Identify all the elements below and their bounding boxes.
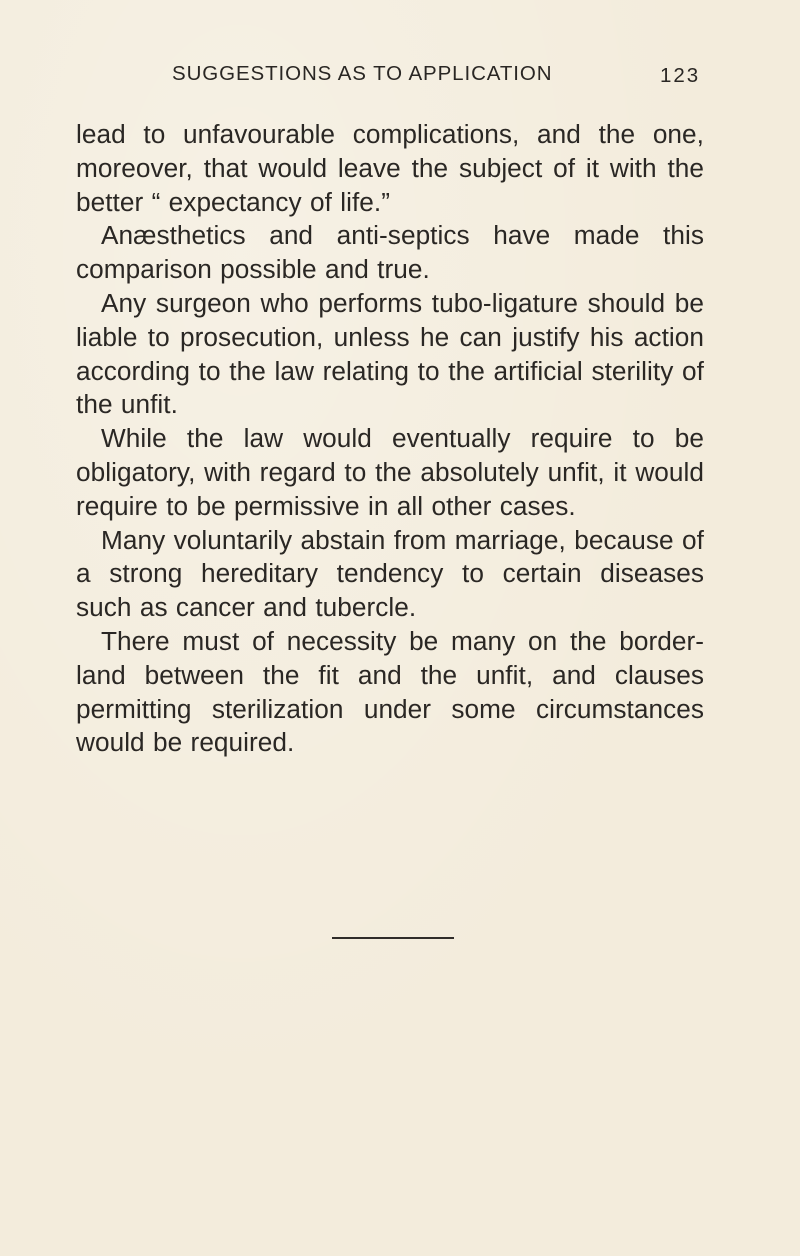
paragraph-3: Any surgeon who performs tubo-ligature should be liable to prosecution, unless he can justify his action according to the law relating to the artificial sterility of the unfit. [76, 287, 704, 420]
paragraph-2: Anæsthetics and anti-septics have made this comparison possible and true. [76, 220, 704, 285]
chapter-end-rule [332, 937, 454, 939]
paragraph-6: There must of necessity be many on the border-land between the fit and the unfit, and clauses permitting sterilization under some circumstances would be required. [76, 625, 704, 758]
paragraph-1: lead to unfavourable complications, and the one, moreover, that would leave the subject of it with the better “ expectancy of life.” [76, 119, 704, 217]
paragraph-5: Many voluntarily abstain from marriage, because of a strong hereditary tendency to certain diseases such as cancer and tubercle. [76, 524, 704, 623]
paragraph-4: While the law would eventually require to be obligatory, with regard to the absolutely unfit, it would require to be permissive in all other cases. [76, 423, 704, 521]
page-number: 123 [660, 64, 701, 87]
running-head [172, 62, 712, 92]
body-text [76, 118, 704, 760]
running-title: SUGGESTIONS AS TO APPLICATION [172, 62, 553, 85]
